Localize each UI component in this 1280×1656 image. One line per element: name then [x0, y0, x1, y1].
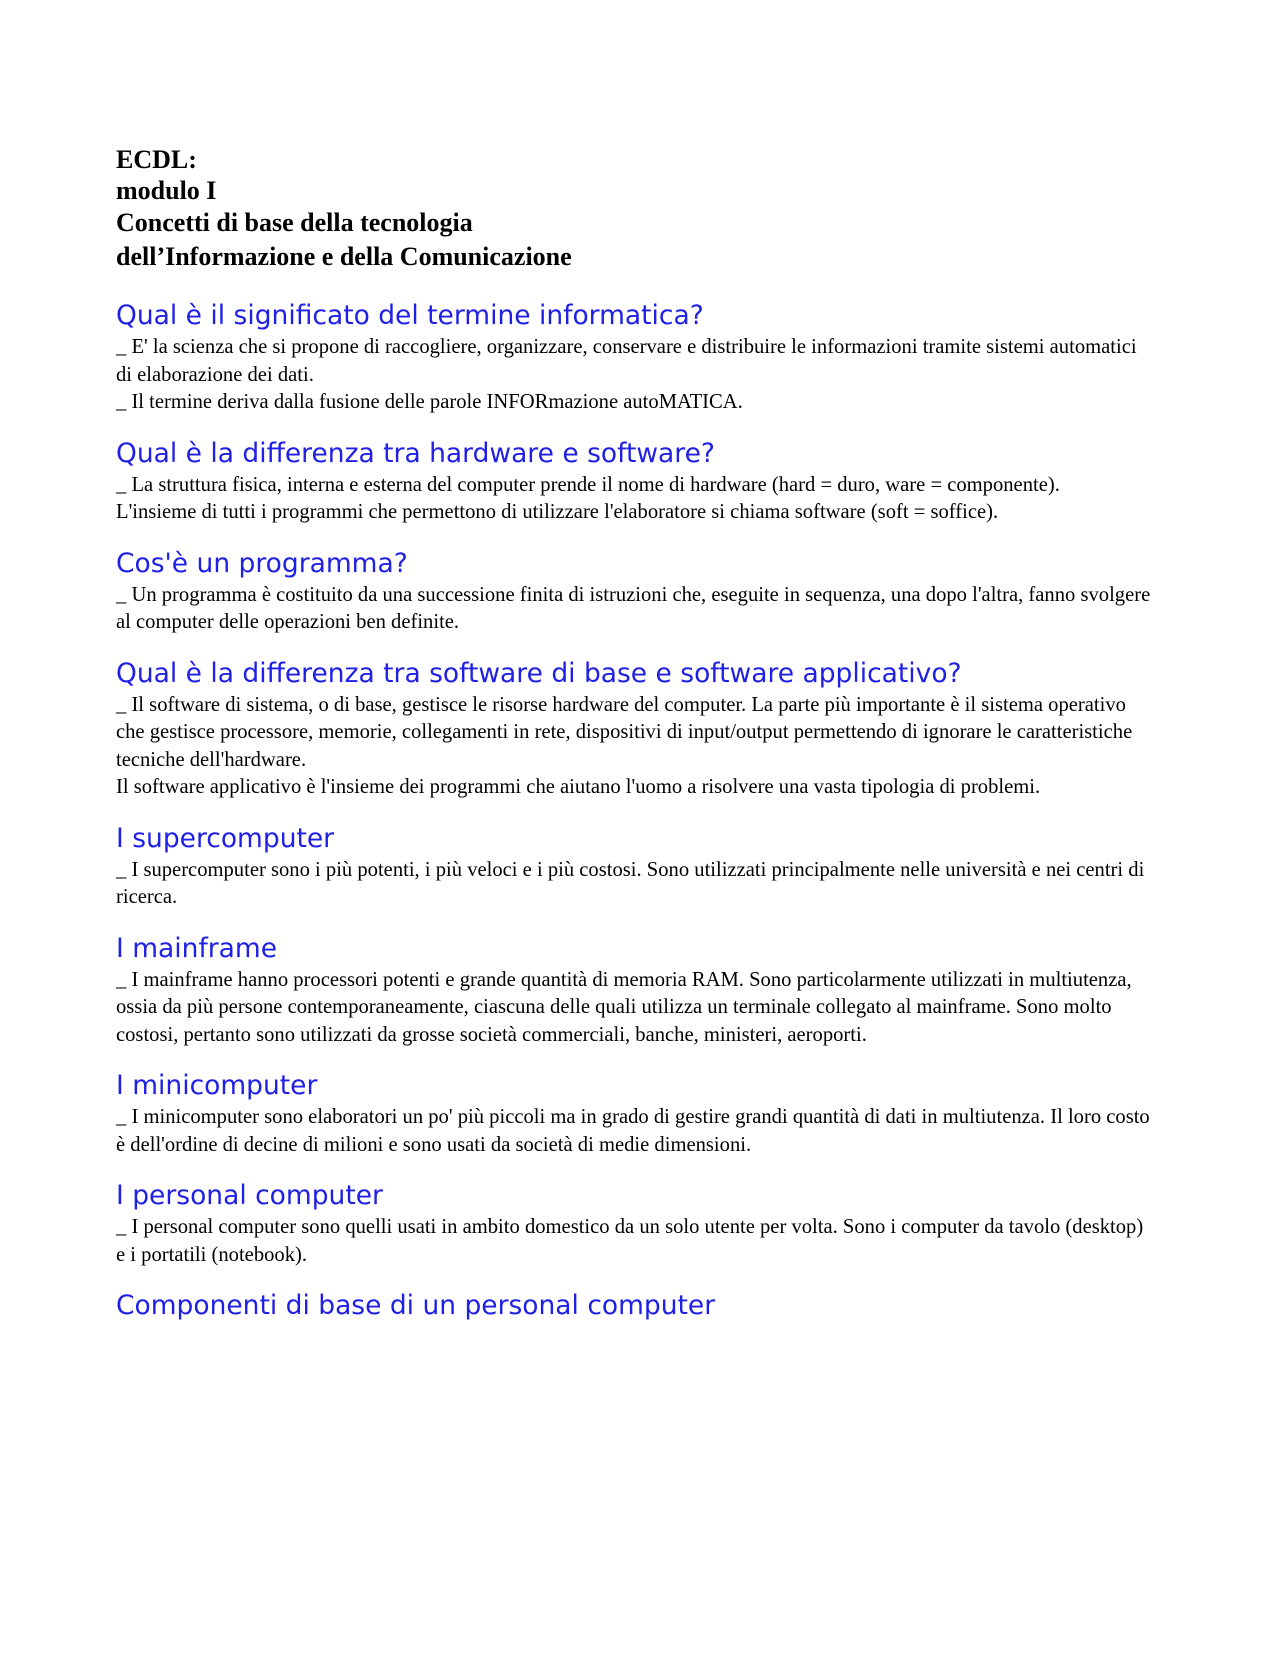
paragraph: _ I personal computer sono quelli usati in ambito domestico da un solo utente per volta. Sono i computer da tavolo (desktop) e i portatili (notebook). — [116, 1216, 1144, 1266]
paragraph: Il software applicativo è l'insieme dei programmi che aiutano l'uomo a risolvere una vasta tipologia di problemi. — [116, 776, 1041, 798]
paragraph: _ Un programma è costituito da una successione finita di istruzioni che, eseguite in sequenza, una dopo l'altra, fanno svolgere al computer delle operazioni ben definite. — [116, 583, 1151, 633]
paragraph: _ I minicomputer sono elaboratori un po' più piccoli ma in grado di gestire grandi quantità di dati in multiutenza. Il loro costo è dell'ordine di decine di milioni e sono usati da società di medie dimensioni. — [116, 1106, 1150, 1156]
section-heading: I personal computer — [116, 1180, 383, 1211]
section-heading: Componenti di base di un personal computer — [116, 1290, 716, 1321]
paragraph: _ Il software di sistema, o di base, gestisce le risorse hardware del computer. La parte più importante è il sistema operativo che gestisce processore, memorie, collegamenti in rete, dispositivi di input/output permettendo di ignorare le caratteristiche tecniche dell'hardware. — [116, 693, 1133, 771]
paragraph: _ E' la scienza che si propone di raccogliere, organizzare, conservare e distribuire le informazioni tramite sistemi automatici di elaborazione dei dati. — [116, 336, 1137, 386]
section-heading: Qual è la differenza tra software di base e software applicativo? — [116, 657, 962, 689]
section-mainframe — [116, 931, 1156, 1050]
section-informatica — [116, 298, 1156, 417]
paragraph: _ La struttura fisica, interna e esterna del computer prende il nome di hardware (hard = duro, ware = componente). — [116, 473, 1060, 496]
section-heading: Qual è la differenza tra hardware e software? — [116, 437, 715, 469]
section-supercomputer — [116, 821, 1156, 912]
title-line: dell’Informazione e della Comunicazione — [116, 242, 572, 271]
section-componenti-base — [116, 1288, 1156, 1324]
section-heading: I supercomputer — [116, 822, 335, 854]
section-minicomputer — [116, 1068, 1156, 1159]
section-heading: Qual è il significato del termine informatica? — [116, 300, 704, 331]
document-title — [116, 144, 1156, 274]
section-personal-computer — [116, 1178, 1156, 1269]
paragraph: L'insieme di tutti i programmi che permettono di utilizzare l'elaboratore si chiama software (soft = soffice). — [116, 501, 999, 523]
paragraph: _ I supercomputer sono i più potenti, i più veloci e i più costosi. Sono utilizzati principalmente nelle università e nei centri di ricerca. — [116, 858, 1145, 908]
paragraph: _ Il termine deriva dalla fusione delle parole INFORmazione autoMATICA. — [116, 391, 743, 413]
section-software-base-applicativo — [116, 656, 1156, 802]
section-heading: I minicomputer — [116, 1070, 318, 1101]
section-programma — [116, 546, 1156, 637]
section-heading: I mainframe — [116, 932, 278, 964]
paragraph: _ I mainframe hanno processori potenti e grande quantità di memoria RAM. Sono particolarmente utilizzati in multiutenza, ossia da più persone contemporaneamente, ciascuna delle quali utilizza un terminale collegato al mainframe. Sono molto costosi, pertanto sono utilizzati da grosse società commerciali, banche, ministeri, aeroporti. — [116, 968, 1132, 1046]
section-heading: Cos'è un programma? — [116, 547, 408, 579]
title-line: Concetti di base della tecnologia — [116, 208, 473, 237]
document-content — [116, 144, 1156, 1343]
title-line: ECDL: — [116, 145, 197, 174]
title-line: modulo I — [116, 176, 217, 205]
section-hardware-software — [116, 436, 1156, 527]
